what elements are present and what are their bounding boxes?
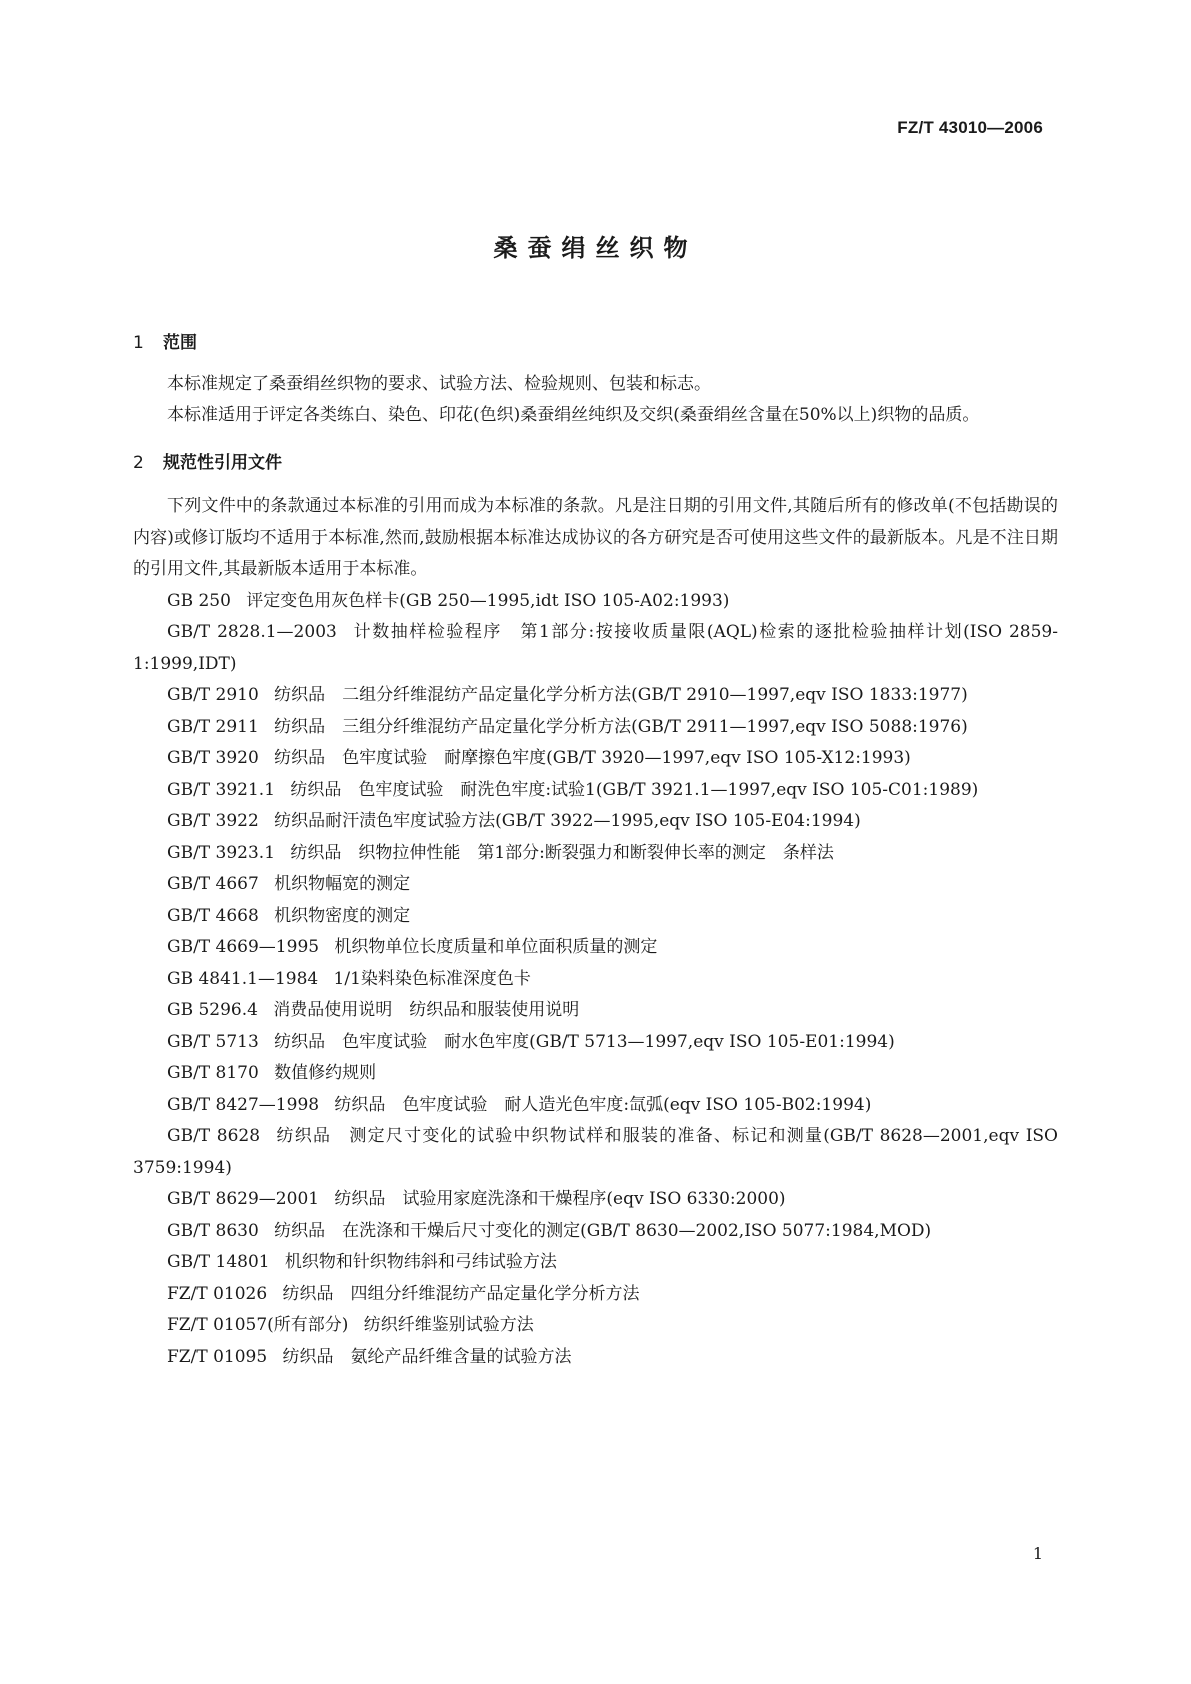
reference-code: GB/T 14801 (167, 1252, 270, 1272)
reference-code: GB/T 3922 (167, 811, 259, 831)
reference-title: 纺织品 三组分纤维混纺产品定量化学分析方法(GB/T 2911—1997,eqv ISO 5088:1976) (274, 716, 968, 737)
reference-title: 纺织品 织物拉伸性能 第1部分:断裂强力和断裂伸长率的测定 条样法 (290, 842, 834, 863)
reference-item (133, 1279, 1058, 1311)
section-heading-normative-references (133, 448, 1058, 480)
reference-code: GB/T 2911 (167, 716, 259, 737)
reference-title: 计数抽样检验程序 第1部分:按接收质量限(AQL)检索的逐批检验抽样计划(ISO 2859-1:1999,IDT) (133, 622, 1058, 674)
reference-code: GB/T 3921.1 (167, 779, 276, 800)
reference-code: GB/T 2910 (167, 685, 259, 705)
reference-code: GB/T 4668 (167, 905, 259, 926)
reference-title: 纺织纤维鉴别试验方法 (363, 1315, 534, 1335)
reference-item (133, 586, 1058, 618)
reference-item (133, 743, 1058, 775)
reference-code: GB/T 8630 (167, 1220, 259, 1241)
reference-item (133, 901, 1058, 933)
reference-item (133, 964, 1058, 996)
reference-code: GB/T 3920 (167, 748, 259, 768)
reference-title: 纺织品 氨纶产品纤维含量的试验方法 (282, 1346, 572, 1367)
reference-code: GB/T 8628 (167, 1126, 261, 1146)
reference-item (133, 712, 1058, 744)
reference-title: 消费品使用说明 纺织品和服装使用说明 (273, 1000, 580, 1020)
reference-code: GB/T 8170 (167, 1063, 259, 1083)
section-title: 范围 (163, 333, 197, 353)
standard-code: FZ/T 43010—2006 (897, 118, 1043, 137)
reference-title: 纺织品 在洗涤和干燥后尺寸变化的测定(GB/T 8630—2002,ISO 5077:1984,MOD) (274, 1220, 932, 1241)
reference-title: 纺织品 四组分纤维混纺产品定量化学分析方法 (282, 1283, 640, 1304)
reference-item (133, 838, 1058, 870)
document-body (133, 328, 1058, 1373)
reference-title: 纺织品 测定尺寸变化的试验中织物试样和服装的准备、标记和测量(GB/T 8628—2001,eqv ISO 3759:1994) (133, 1126, 1058, 1178)
section-heading-scope (133, 328, 1058, 360)
reference-title: 机织物密度的测定 (274, 905, 411, 926)
reference-item (133, 1184, 1058, 1216)
reference-item (133, 869, 1058, 901)
reference-title: 数值修约规则 (274, 1063, 377, 1083)
page-number: 1 (1032, 1544, 1043, 1563)
reference-item (133, 1058, 1058, 1090)
reference-item (133, 680, 1058, 712)
reference-item (133, 1121, 1058, 1184)
reference-title: 纺织品 色牢度试验 耐洗色牢度:试验1(GB/T 3921.1—1997,eqv ISO 105-C01:1989) (290, 779, 979, 800)
reference-title: 1/1染料染色标准深度色卡 (333, 968, 531, 989)
reference-title: 纺织品耐汗渍色牢度试验方法(GB/T 3922—1995,eqv ISO 105-E04:1994) (274, 811, 861, 831)
reference-code: GB 250 (167, 590, 231, 611)
paragraph: 本标准适用于评定各类练白、染色、印花(色织)桑蚕绢丝纯织及交织(桑蚕绢丝含量在50%以上)织物的品质。 (167, 405, 980, 425)
reference-item (133, 617, 1058, 680)
reference-title: 纺织品 色牢度试验 耐人造光色牢度:氙弧(eqv ISO 105-B02:1994) (334, 1094, 872, 1115)
reference-code: GB/T 4667 (167, 874, 259, 894)
reference-item (133, 1342, 1058, 1374)
section-number: 1 (133, 333, 144, 353)
reference-code: GB 5296.4 (167, 1000, 258, 1020)
reference-code: FZ/T 01026 (167, 1283, 268, 1304)
reference-item (133, 995, 1058, 1027)
reference-item (133, 1247, 1058, 1279)
reference-title: 纺织品 试验用家庭洗涤和干燥程序(eqv ISO 6330:2000) (334, 1189, 786, 1209)
reference-title: 机织物单位长度质量和单位面积质量的测定 (334, 937, 658, 957)
reference-title: 纺织品 色牢度试验 耐水色牢度(GB/T 5713—1997,eqv ISO 105-E01:1994) (274, 1031, 895, 1052)
reference-code: GB/T 8629—2001 (167, 1189, 320, 1209)
section-number: 2 (133, 452, 144, 473)
reference-code: GB/T 4669—1995 (167, 937, 320, 957)
reference-code: GB/T 3923.1 (167, 842, 276, 863)
reference-code: GB/T 5713 (167, 1031, 259, 1052)
reference-code: GB/T 2828.1—2003 (167, 622, 337, 642)
reference-list (133, 586, 1058, 1374)
reference-title: 纺织品 二组分纤维混纺产品定量化学分析方法(GB/T 2910—1997,eqv ISO 1833:1977) (274, 685, 968, 705)
reference-item (133, 775, 1058, 807)
reference-code: GB 4841.1—1984 (167, 968, 319, 989)
paragraph: 下列文件中的条款通过本标准的引用而成为本标准的条款。凡是注日期的引用文件,其随后所有的修改单(不包括勘误的内容)或修订版均不适用于本标准,然而,鼓励根据本标准达成协议的各方研究是否可使用这些文件的最新版本。凡是不注日期的引用文件,其最新版本适用于本标准。 (133, 496, 1058, 579)
reference-title: 纺织品 色牢度试验 耐摩擦色牢度(GB/T 3920—1997,eqv ISO 105-X12:1993) (274, 748, 911, 768)
reference-title: 机织物和针织物纬斜和弓纬试验方法 (284, 1252, 557, 1272)
reference-item (133, 932, 1058, 964)
reference-code: GB/T 8427—1998 (167, 1094, 320, 1115)
paragraph: 本标准规定了桑蚕绢丝织物的要求、试验方法、检验规则、包装和标志。 (167, 373, 711, 394)
document-title: 桑蚕绢丝织物 (493, 234, 698, 262)
reference-item (133, 1310, 1058, 1342)
reference-item (133, 1027, 1058, 1059)
reference-code: FZ/T 01057(所有部分) (167, 1315, 349, 1335)
reference-item (133, 1090, 1058, 1122)
reference-code: FZ/T 01095 (167, 1346, 268, 1367)
reference-title: 机织物幅宽的测定 (274, 874, 411, 894)
reference-title: 评定变色用灰色样卡(GB 250—1995,idt ISO 105-A02:1993) (246, 590, 730, 611)
section-title: 规范性引用文件 (163, 452, 282, 473)
reference-item (133, 806, 1058, 838)
reference-item (133, 1216, 1058, 1248)
